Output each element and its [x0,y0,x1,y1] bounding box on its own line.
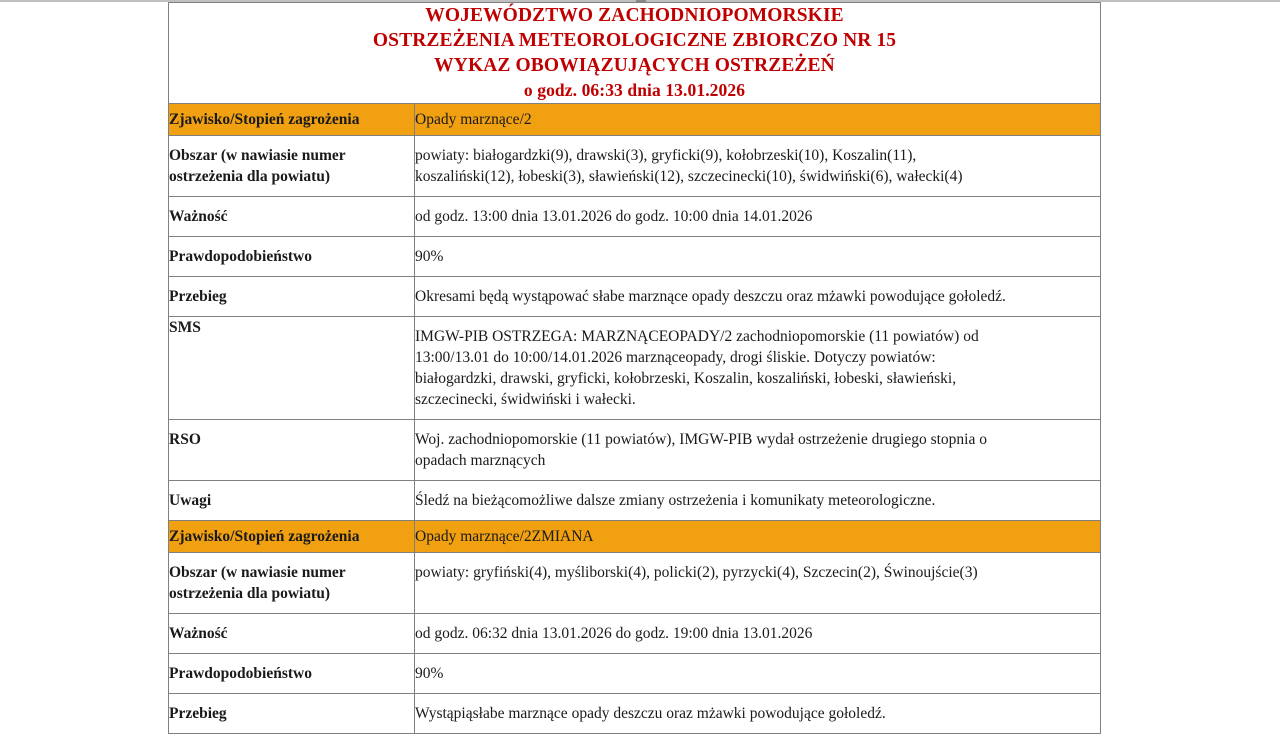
title-line-1: WOJEWÓDZTWO ZACHODNIOPOMORSKIE [425,5,844,26]
value-area-2-line-1: powiaty: gryfiński(4), myśliborski(4), policki(2), pyrzycki(4), Szczecin(2), Świnoujście(3) [415,564,978,581]
value-sms-1-line-3: białogardzki, drawski, gryficki, kołobrzeski, Koszalin, koszaliński, łobeski, sławieński, [415,370,957,387]
value-phenomenon-1: Opady marznące/2 [415,104,1101,136]
warning-1-probability-row [169,237,1101,277]
value-area-1 [415,136,1101,197]
value-phenomenon-2: Opady marznące/2ZMIANA [415,521,1101,553]
value-validity-2: od godz. 06:32 dnia 13.01.2026 do godz. 19:00 dnia 13.01.2026 [415,614,1101,654]
label-area-1-line-1: Obszar (w nawiasie numer [169,147,346,164]
warning-1-course-row [169,277,1101,317]
label-sms-1: SMS [169,317,415,420]
warning-1-validity-row [169,197,1101,237]
title-line-3: WYKAZ OBOWIĄZUJĄCYCH OSTRZEŻEŃ [434,55,835,76]
value-sms-1 [415,317,1101,420]
value-area-1-line-2: koszaliński(12), łobeski(3), sławieński(12), szczecinecki(10), świdwiński(6), wałecki(4) [415,168,963,185]
value-rso-1 [415,420,1101,481]
label-area-2 [169,553,415,614]
value-remarks-1-line-1: Śledź na bieżącomożliwe dalsze zmiany ostrzeżenia i komunikaty meteorologiczne. [415,492,936,509]
value-area-2 [415,553,1101,614]
value-course-1 [415,277,1101,317]
value-probability-1: 90% [415,237,1101,277]
title-row [169,3,1101,104]
label-area-1-line-2: ostrzeżenia dla powiatu) [169,168,331,185]
label-phenomenon-2: Zjawisko/Stopień zagrożenia [169,521,415,553]
label-validity-2: Ważność [169,614,415,654]
label-validity-1: Ważność [169,197,415,237]
label-rso-1: RSO [169,420,415,481]
value-course-1-line-1: Okresami będą wystąpować słabe marznące opady deszczu oraz mżawki powodujące gołoledź. [415,288,1006,305]
warning-2-validity-row [169,614,1101,654]
value-rso-1-line-2: opadach marznących [415,452,546,469]
label-area-2-line-1: Obszar (w nawiasie numer [169,564,346,581]
label-probability-1: Prawdopodobieństwo [169,237,415,277]
warning-2-probability-row [169,654,1101,694]
value-sms-1-line-2: 13:00/13.01 do 10:00/14.01.2026 marznąceopady, drogi śliskie. Dotyczy powiatów: [415,349,936,366]
warning-2-area-row [169,553,1101,614]
label-area-1 [169,136,415,197]
warning-1-remarks-row [169,481,1101,521]
warning-1-sms-row [169,317,1101,420]
document-title-block [169,3,1101,104]
label-phenomenon-1: Zjawisko/Stopień zagrożenia [169,104,415,136]
value-validity-1: od godz. 13:00 dnia 13.01.2026 do godz. 10:00 dnia 14.01.2026 [415,197,1101,237]
warning-1-rso-row [169,420,1101,481]
value-course-2 [415,694,1101,734]
label-probability-2: Prawdopodobieństwo [169,654,415,694]
warning-1-phenomenon-row [169,104,1101,136]
label-course-1: Przebieg [169,277,415,317]
title-timestamp: o godz. 06:33 dnia 13.01.2026 [523,80,746,100]
value-sms-1-line-1: IMGW-PIB OSTRZEGA: MARZNĄCEOPADY/2 zachodniopomorskie (11 powiatów) od [415,328,979,345]
title-line-2: OSTRZEŻENIA METEOROLOGICZNE ZBIORCZO NR 15 [372,30,897,51]
warning-2-phenomenon-row [169,521,1101,553]
weather-warnings-table [168,2,1101,734]
label-course-2: Przebieg [169,694,415,734]
value-remarks-1 [415,481,1101,521]
label-area-2-line-2: ostrzeżenia dla powiatu) [169,585,331,602]
warning-1-area-row [169,136,1101,197]
value-sms-1-line-4: szczecinecki, świdwiński i wałecki. [415,391,636,408]
label-remarks-1: Uwagi [169,481,415,521]
value-rso-1-line-1: Woj. zachodniopomorskie (11 powiatów), IMGW-PIB wydał ostrzeżenie drugiego stopnia o [415,431,987,448]
value-probability-2: 90% [415,654,1101,694]
value-course-2-line-1: Wystąpiąsłabe marznące opady deszczu oraz mżawki powodujące gołoledź. [415,705,886,722]
warning-2-course-row [169,694,1101,734]
value-area-1-line-1: powiaty: białogardzki(9), drawski(3), gryficki(9), kołobrzeski(10), Koszalin(11), [415,147,917,164]
